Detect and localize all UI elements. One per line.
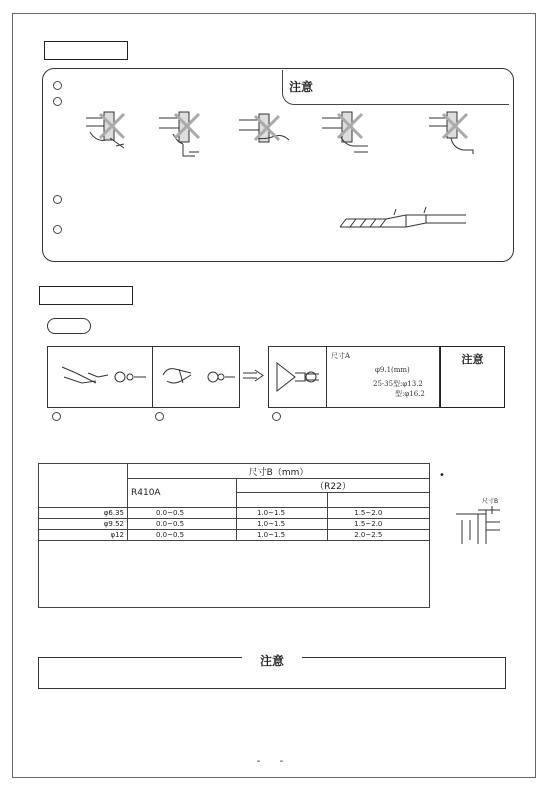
flare-gauge-figure bbox=[268, 346, 328, 408]
bullet-circle bbox=[53, 97, 62, 106]
table-cell-r22a: 1.0~1.5 bbox=[237, 519, 328, 530]
table-empty-area bbox=[39, 541, 430, 608]
page-number: - - bbox=[256, 756, 292, 767]
bullet-circle bbox=[53, 81, 62, 90]
table-cell-r22b: 1.5~2.0 bbox=[328, 508, 430, 519]
table-corner-cell bbox=[39, 464, 128, 508]
table-cell-r22a: 1.0~1.5 bbox=[237, 508, 328, 519]
size-a-box bbox=[326, 346, 440, 408]
size-a-note-2: 型:φ16.2 bbox=[395, 390, 425, 398]
size-b-table bbox=[38, 463, 430, 608]
arrow-icon bbox=[243, 370, 265, 382]
table-cell-size: φ12 bbox=[39, 530, 128, 541]
pipe-cut-illustrations bbox=[80, 108, 520, 168]
size-a-value: φ9.1(mm) bbox=[375, 366, 410, 374]
table-cell-r22b: 2.0~2.5 bbox=[328, 530, 430, 541]
size-a-note-1: 25·35型:φ13.2 bbox=[373, 380, 423, 388]
table-cell-r22a: 1.0~1.5 bbox=[237, 530, 328, 541]
pipe-cut-figure-1 bbox=[86, 112, 124, 148]
flare-tool-figure-1 bbox=[47, 346, 153, 408]
side-figure-label: 尺寸B bbox=[482, 498, 499, 505]
table-cell-r410a: 0.0~0.5 bbox=[128, 508, 237, 519]
pipe-cut-figure-3 bbox=[239, 114, 289, 142]
section1-title-box bbox=[44, 41, 128, 60]
table-row bbox=[39, 519, 430, 530]
side-bullet: • bbox=[439, 470, 445, 481]
flare-tool-figure-2 bbox=[152, 346, 240, 408]
table-cell-r410a: 0.0~0.5 bbox=[128, 519, 237, 530]
table-cell-r410a: 0.0~0.5 bbox=[128, 530, 237, 541]
table-r22-sub-b bbox=[328, 493, 430, 508]
figure-row-caution-label: 注意 bbox=[461, 353, 484, 366]
figure-row-caution-box bbox=[440, 346, 505, 408]
table-cell-size: φ9.52 bbox=[39, 519, 128, 530]
table-col-r22: （R22） bbox=[237, 479, 430, 493]
section1-caution-label: 注意 bbox=[289, 80, 314, 94]
table-row bbox=[39, 508, 430, 519]
section1-caution-tab bbox=[282, 70, 509, 105]
section2-title-box bbox=[39, 286, 133, 305]
table-cell-r22b: 1.5~2.0 bbox=[328, 519, 430, 530]
pipe-cut-figure-2 bbox=[159, 112, 199, 156]
bullet-circle bbox=[155, 412, 164, 421]
table-row bbox=[39, 530, 430, 541]
table-r22-sub-a bbox=[237, 493, 328, 508]
size-b-side-figure bbox=[452, 500, 512, 550]
pipe-cut-figure-5 bbox=[429, 112, 473, 154]
pipe-cut-figure-4 bbox=[322, 112, 368, 152]
section2-pill-label bbox=[47, 318, 91, 334]
bullet-circle bbox=[272, 412, 281, 421]
bullet-circle bbox=[52, 412, 61, 421]
bullet-circle bbox=[53, 195, 62, 204]
bullet-circle bbox=[53, 225, 62, 234]
tube-flare-detail bbox=[336, 205, 476, 235]
size-a-label: 尺寸A bbox=[331, 352, 351, 360]
bottom-note-caution-label: 注意 bbox=[242, 654, 302, 668]
bottom-note-box bbox=[38, 654, 506, 689]
table-header-main: 尺寸B（mm） bbox=[128, 464, 430, 479]
table-col-r410a: R410A bbox=[128, 479, 237, 508]
table-cell-size: φ6.35 bbox=[39, 508, 128, 519]
